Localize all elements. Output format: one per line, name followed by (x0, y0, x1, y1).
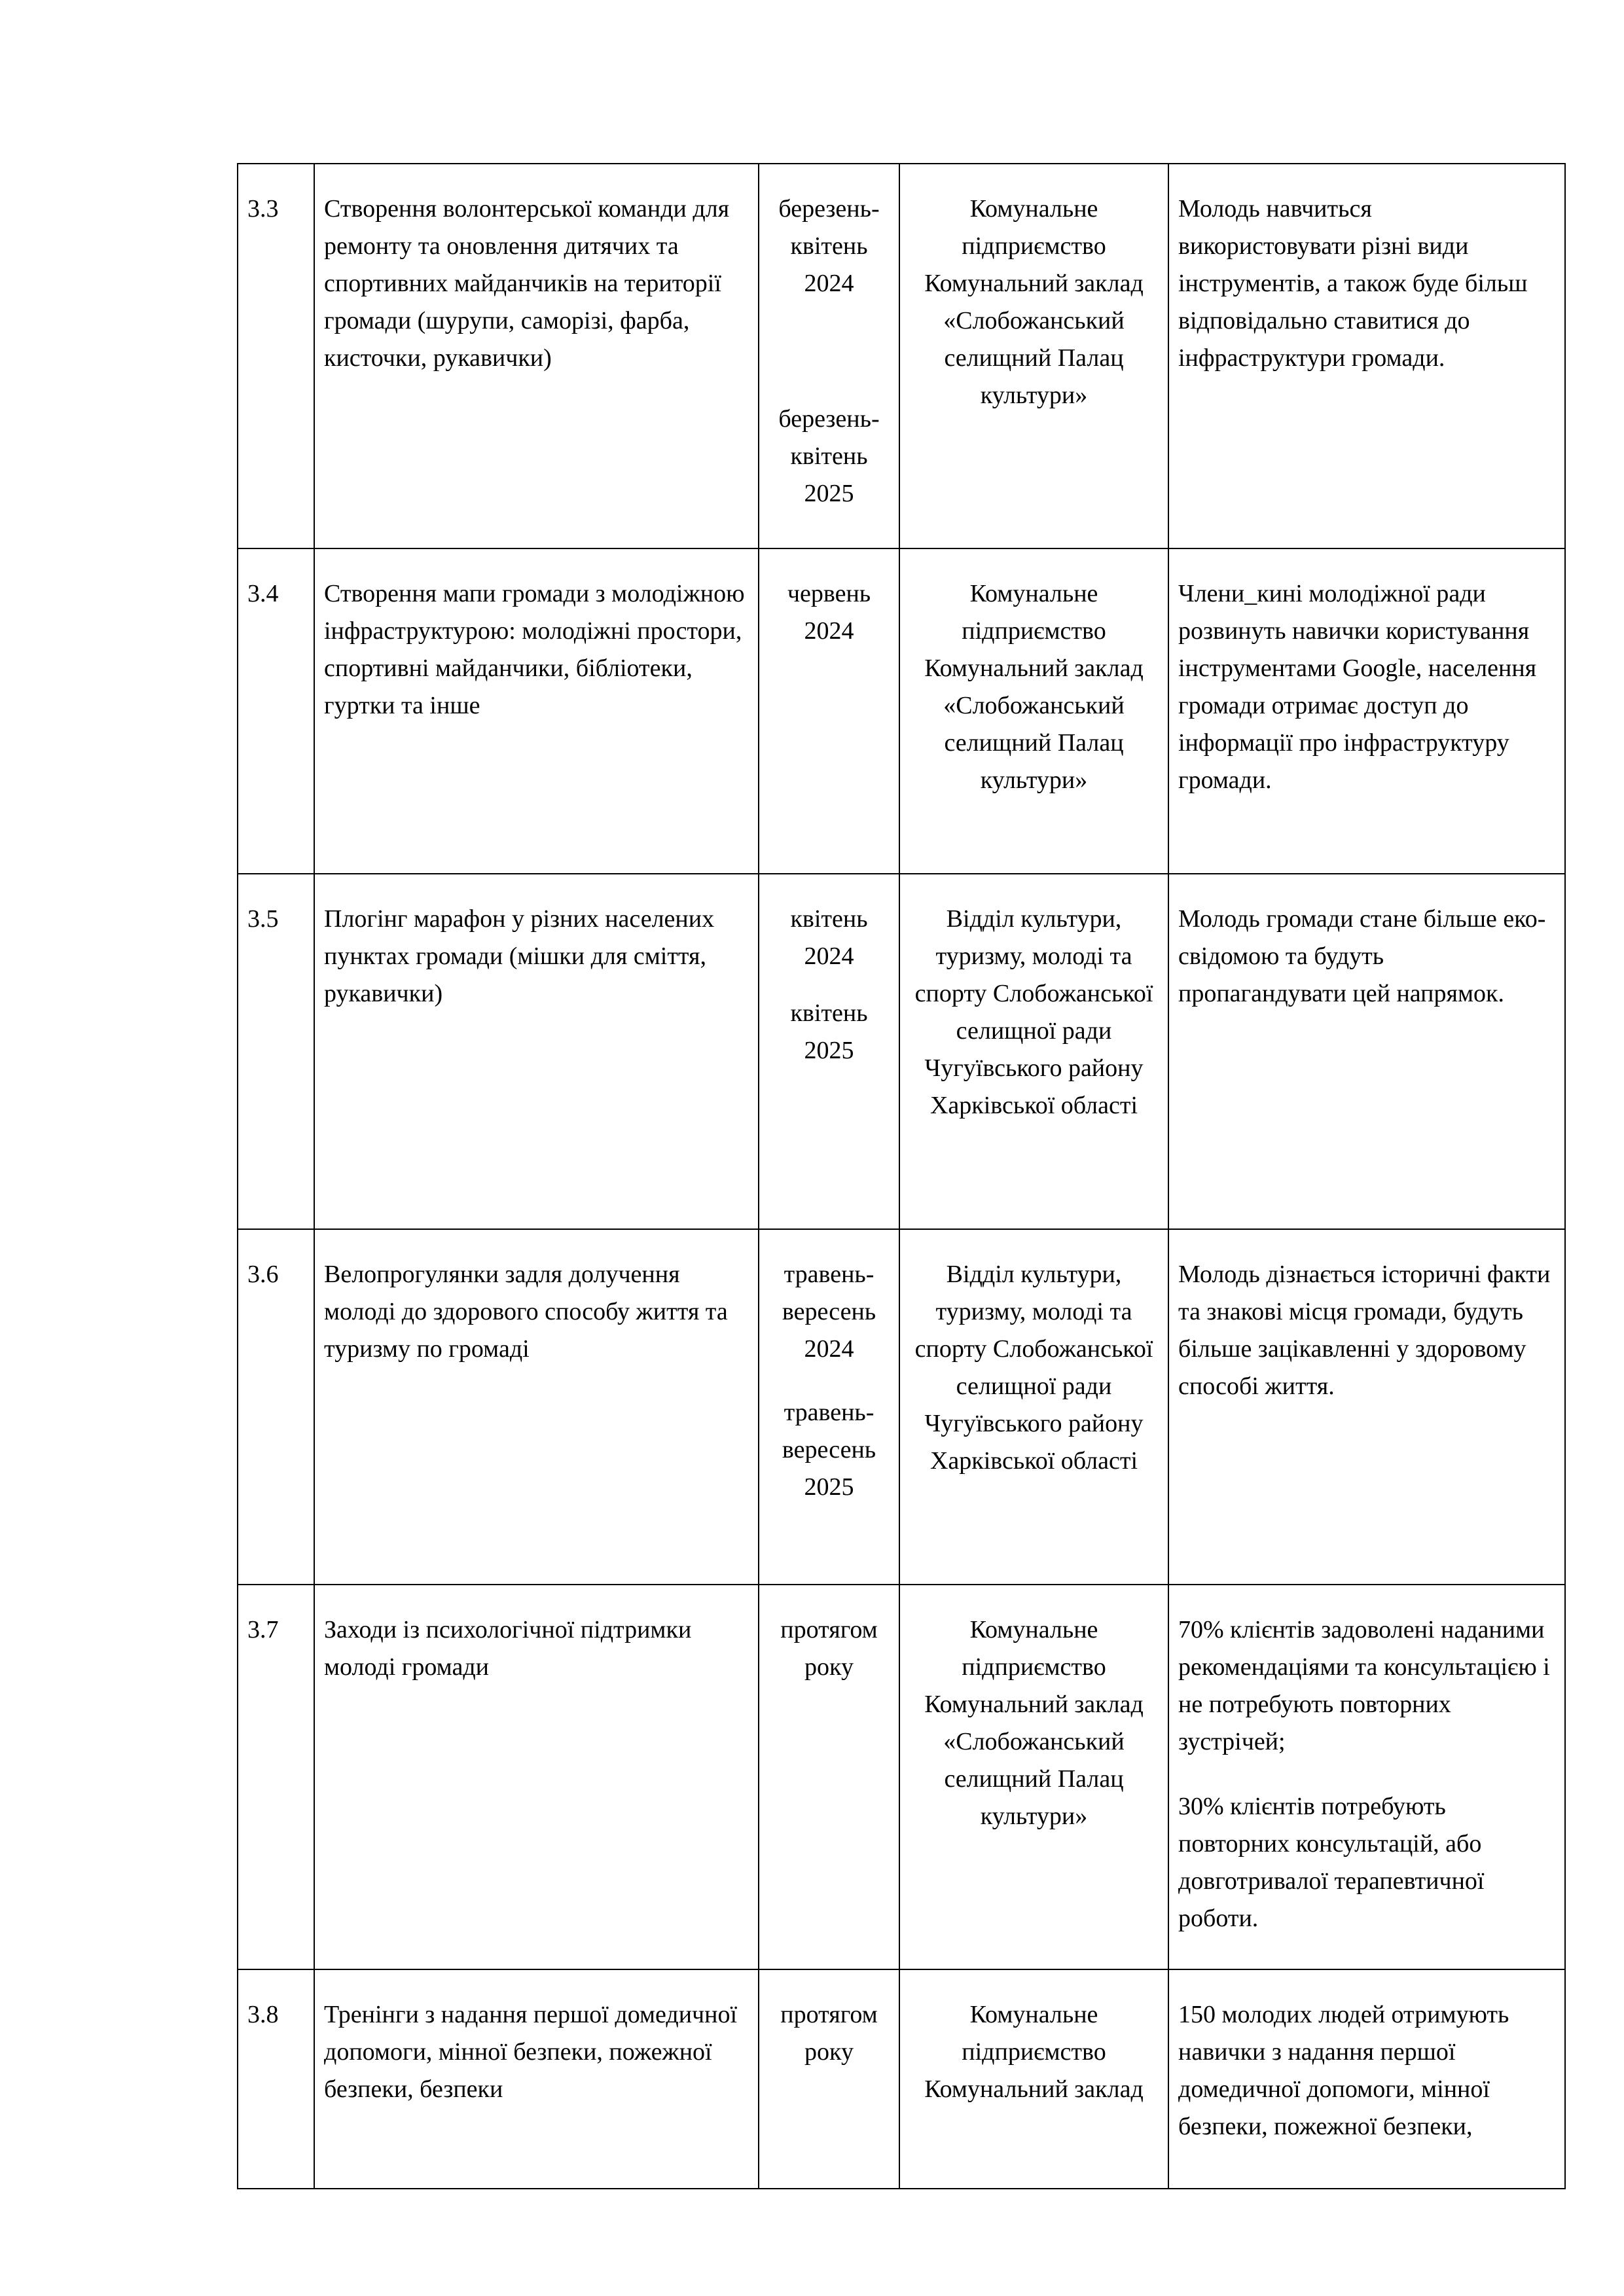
row-number-text: 3.3 (247, 195, 279, 223)
table-row (238, 874, 1565, 1229)
org-text: Комунальне підприємство Комунальний заклад «Слобожанський селищний Палац культури» (924, 1616, 1144, 1830)
activity-cell (314, 1585, 759, 1969)
row-number-text: 3.5 (247, 905, 279, 933)
table-row (238, 548, 1565, 874)
date-entry: протягом року (780, 2001, 878, 2066)
activity-cell (314, 164, 759, 548)
date-entry: травень-вересень 2024 (782, 1261, 876, 1363)
result-cell (1168, 1229, 1565, 1585)
org-cell (899, 548, 1168, 874)
dates-cell (759, 1585, 899, 1969)
date-entry: березень-квітень 2025 (778, 405, 880, 507)
activity-text: Створення волонтерської команди для ремонту та оновлення дитячих та спортивних майданчиків на території громади (шурупи, саморізі, фарба, кисточки, рукавички) (324, 195, 730, 372)
table-row (238, 1969, 1565, 2189)
row-number (238, 548, 314, 874)
result-text: Молодь громади стане більше еко-свідомою та будуть пропагандувати цей напрямок. (1178, 905, 1546, 1007)
row-number-text: 3.4 (247, 580, 279, 607)
activity-cell (314, 1229, 759, 1585)
activity-text: Заходи із психологічної підтримки молоді громади (324, 1616, 692, 1681)
activity-text: Велопрогулянки задля долучення молоді до здорового способу життя та туризму по громаді (324, 1261, 728, 1363)
result-text: 70% клієнтів задоволені наданими рекомендаціями та консультацією і не потребують повторних зустрічей; (1178, 1616, 1550, 1755)
dates-cell (759, 1229, 899, 1585)
org-text: Відділ культури, туризму, молоді та спорту Слобожанської селищної ради Чугуївського району Харківської області (914, 905, 1153, 1119)
row-number (238, 874, 314, 1229)
result-text: Члени_кині молодіжної ради розвинуть навички користування інструментами Google, населення громади отримає доступ до інформації про інфраструктуру громади. (1178, 580, 1537, 794)
org-cell (899, 1969, 1168, 2189)
result-cell (1168, 1969, 1565, 2189)
date-entry: травень-вересень 2025 (782, 1399, 876, 1501)
row-number-text: 3.6 (247, 1261, 279, 1288)
row-number (238, 1229, 314, 1585)
action-plan-table (237, 163, 1566, 2189)
org-text: Комунальне підприємство Комунальний заклад «Слобожанський селищний Палац культури» (924, 580, 1144, 794)
date-entry: квітень 2024 (790, 905, 868, 970)
org-cell (899, 1585, 1168, 1969)
activity-text: Тренінги з надання першої домедичної допомоги, мінної безпеки, пожежної безпеки, безпеки (324, 2001, 738, 2103)
dates-cell (759, 164, 899, 548)
table-row (238, 1585, 1565, 1969)
date-entry: червень 2024 (787, 580, 871, 645)
activity-text: Створення мапи громади з молодіжною інфраструктурою: молодіжні простори, спортивні майданчики, бібліотеки, гуртки та інше (324, 580, 745, 719)
dates-cell (759, 874, 899, 1229)
org-cell (899, 1229, 1168, 1585)
activity-text: Плогінг марафон у різних населених пунктах громади (мішки для сміття, рукавички) (324, 905, 715, 1007)
dates-cell (759, 548, 899, 874)
org-cell (899, 874, 1168, 1229)
org-text: Відділ культури, туризму, молоді та спорту Слобожанської селищної ради Чугуївського району Харківської області (914, 1261, 1153, 1475)
org-text: Комунальне підприємство Комунальний заклад «Слобожанський селищний Палац культури» (924, 195, 1144, 409)
date-entry: березень-квітень 2024 (778, 195, 880, 297)
result-text: Молодь дізнається історичні факти та знакові місця громади, будуть більше зацікавленні у здоровому способі життя. (1178, 1261, 1551, 1400)
result-cell (1168, 548, 1565, 874)
date-entry: протягом року (780, 1616, 878, 1681)
activity-cell (314, 1969, 759, 2189)
row-number (238, 1585, 314, 1969)
org-text: Комунальне підприємство Комунальний заклад (924, 2001, 1144, 2103)
result-text: 30% клієнтів потребують повторних консультацій, або довготривалої терапевтичної роботи. (1178, 1793, 1485, 1932)
activity-cell (314, 548, 759, 874)
row-number-text: 3.8 (247, 2001, 279, 2028)
org-cell (899, 164, 1168, 548)
row-number (238, 164, 314, 548)
result-text: Молодь навчиться використовувати різні види інструментів, а також буде більш відповідально ставитися до інфраструктури громади. (1178, 195, 1528, 372)
result-cell (1168, 164, 1565, 548)
date-entry: квітень 2025 (790, 999, 868, 1064)
table-row (238, 164, 1565, 548)
dates-cell (759, 1969, 899, 2189)
table-row (238, 1229, 1565, 1585)
activity-cell (314, 874, 759, 1229)
result-cell (1168, 1585, 1565, 1969)
result-text: 150 молодих людей отримують навички з надання першої домедичної допомоги, мінної безпеки, пожежної безпеки, (1178, 2001, 1509, 2140)
row-number-text: 3.7 (247, 1616, 279, 1643)
row-number (238, 1969, 314, 2189)
result-cell (1168, 874, 1565, 1229)
